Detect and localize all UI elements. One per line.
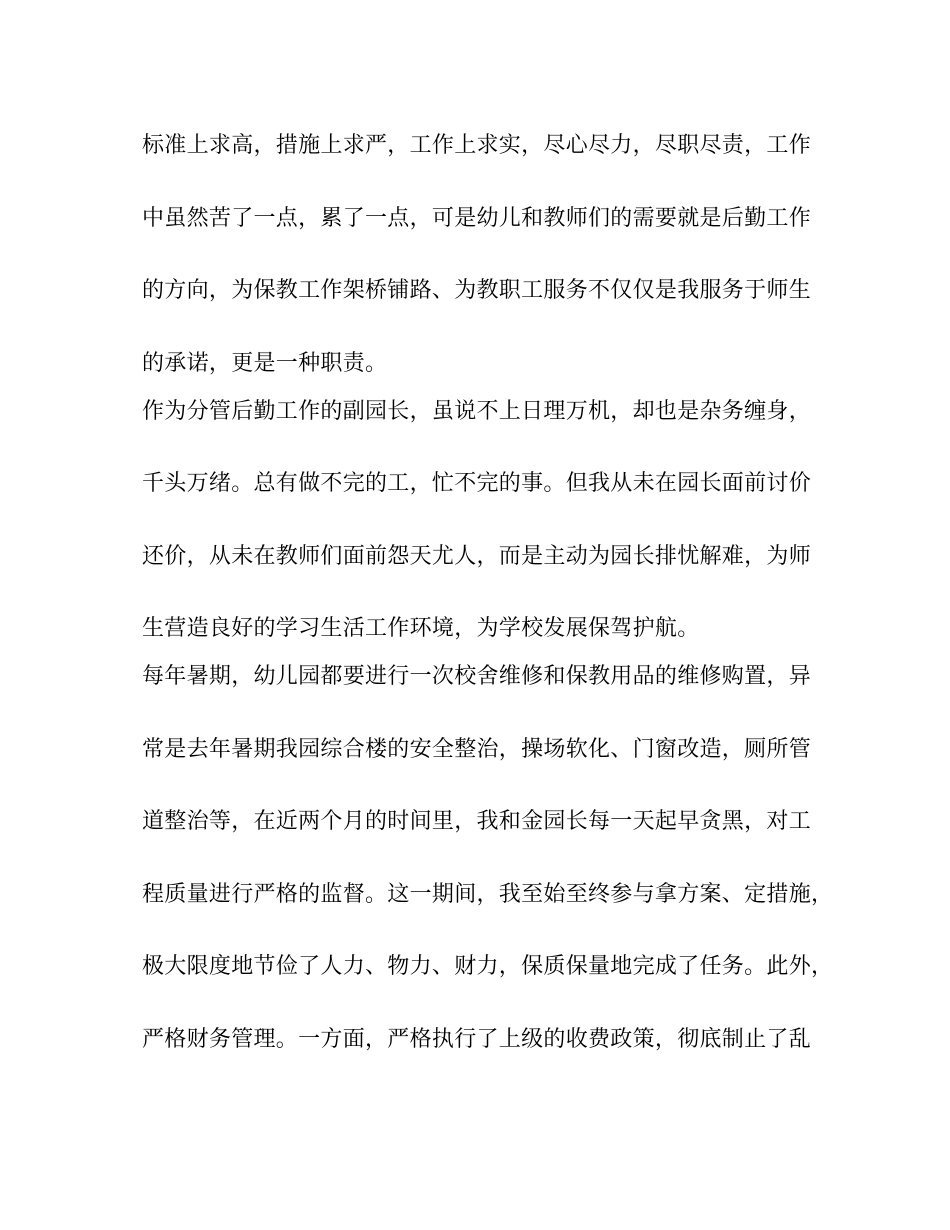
- text-line: 中虽然苦了一点，累了一点，可是幼儿和教师们的需要就是后勤工作: [142, 205, 812, 231]
- paragraph-1: [142, 122, 812, 388]
- text-line: 严格财务管理。一方面，严格执行了上级的收费政策，彻底制止了乱: [142, 1026, 812, 1052]
- paragraph-3: [142, 653, 834, 1064]
- text-line: 常是去年暑期我园综合楼的安全整治，操场软化、门窗改造，厕所管: [142, 736, 812, 762]
- document-body: [142, 122, 834, 1064]
- paragraph-2: [142, 388, 812, 654]
- text-line: 生营造良好的学习生活工作环境，为学校发展保驾护航。: [142, 616, 700, 641]
- text-line: 千头万绪。总有做不完的工，忙不完的事。但我从未在园长面前讨价: [142, 471, 812, 496]
- text-line: 还价，从未在教师们面前怨天尤人，而是主动为园长排忧解难，为师: [142, 543, 812, 569]
- text-line: 作为分管后勤工作的副园长，虽说不上日理万机，却也是杂务缠身，: [142, 398, 812, 424]
- text-line: 程质量进行严格的监督。这一期间，我至始至终参与拿方案、定措施，: [142, 881, 834, 907]
- text-line: 的承诺，更是一种职责。: [142, 350, 388, 376]
- text-line: 道整治等，在近两个月的时间里，我和金园长每一天起早贪黑，对工: [142, 809, 812, 834]
- text-line: 标准上求高，措施上求严，工作上求实，尽心尽力，尽职尽责，工作: [142, 133, 812, 158]
- text-line: 每年暑期，幼儿园都要进行一次校舍维修和保教用品的维修购置，异: [142, 664, 812, 689]
- text-line: 的方向，为保教工作架桥铺路、为教职工服务不仅仅是我服务于师生: [142, 278, 812, 303]
- text-line: 极大限度地节俭了人力、物力、财力，保质保量地完成了任务。此外，: [142, 954, 834, 979]
